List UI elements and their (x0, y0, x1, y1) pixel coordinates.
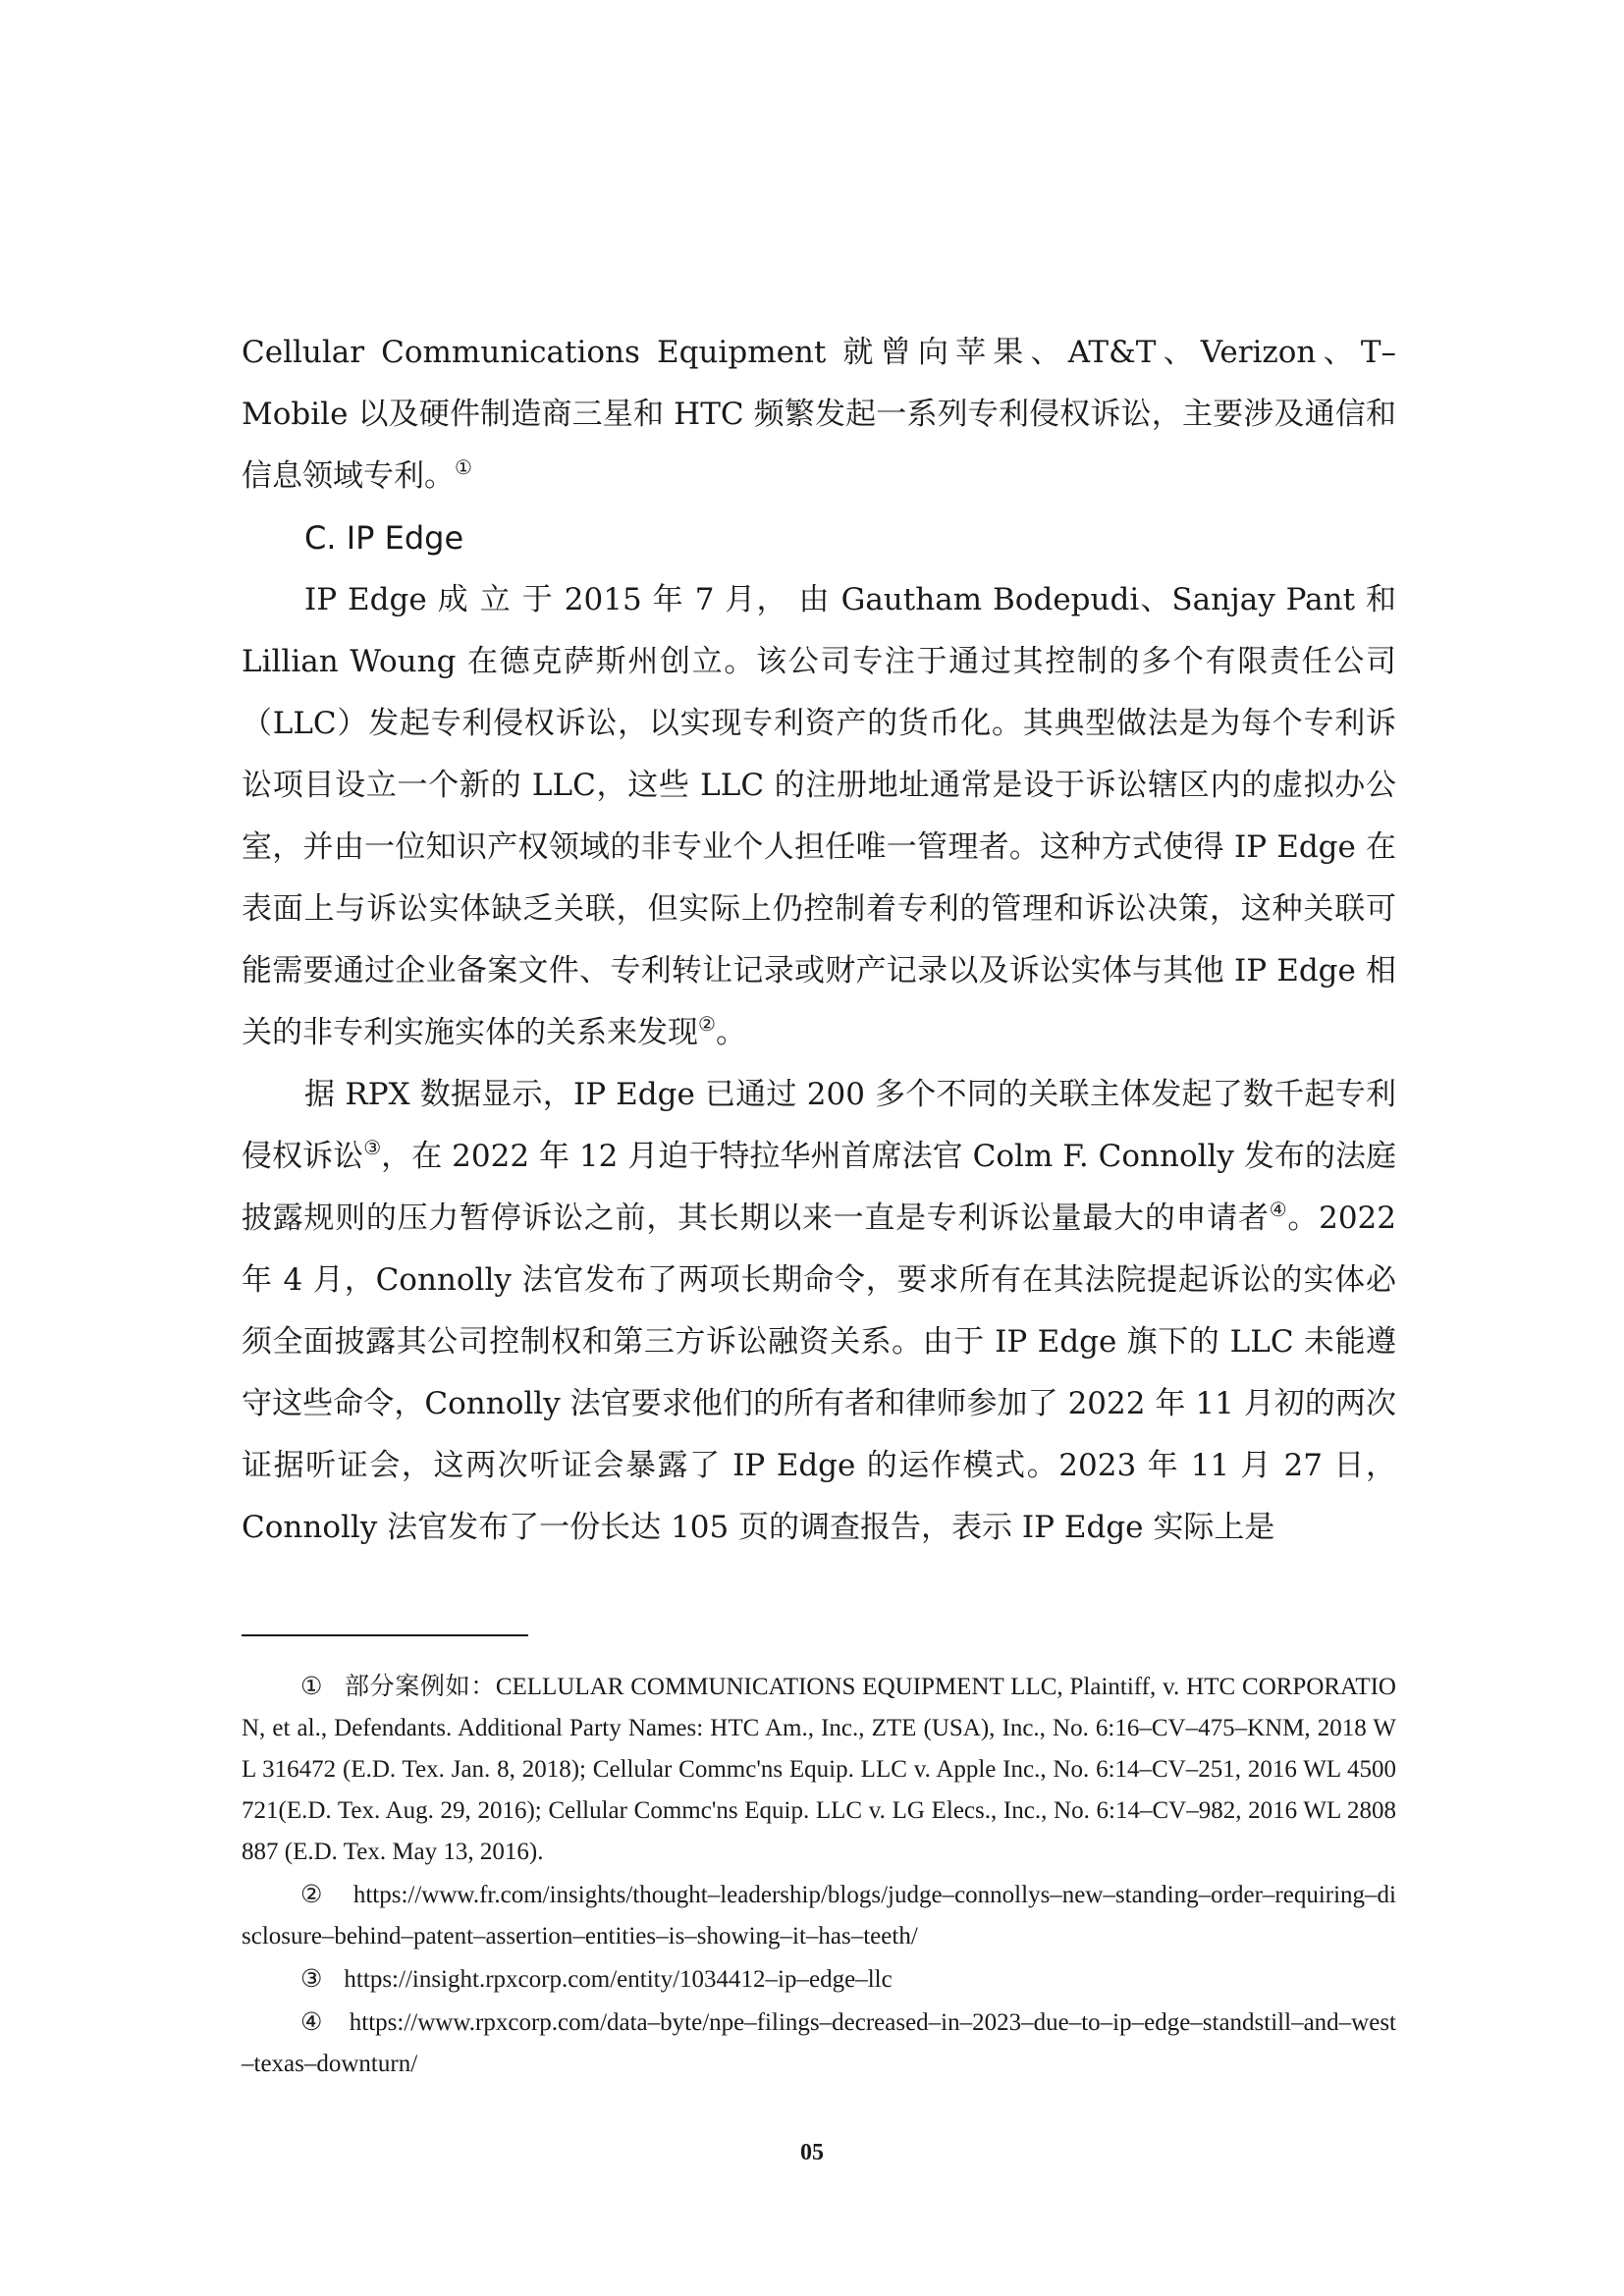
footnote-link[interactable]: https://insight.rpxcorp.com/entity/1034412–ip–edge–llc (344, 1966, 893, 1993)
footnote-number: ④ (300, 2009, 328, 2036)
footnote-ref-2[interactable]: ② (698, 1012, 716, 1036)
main-body (242, 322, 1396, 1559)
footnote-3 (242, 1959, 1396, 2001)
footnote-number: ① (300, 1674, 324, 1700)
footnotes (242, 1667, 1396, 2087)
footnote-divider (242, 1634, 528, 1636)
section-heading: C. IP Edge (304, 519, 464, 557)
footnote-1 (242, 1667, 1396, 1873)
footnote-4 (242, 2002, 1396, 2085)
footnote-link[interactable]: https://www.rpxcorp.com/data–byte/npe–filings–decreased–in–2023–due–to–ip–edge–standstill–and–west–texas–downturn/ (242, 2009, 1396, 2077)
footnote-2 (242, 1875, 1396, 1957)
page-number: 05 (800, 2140, 824, 2165)
footnote-ref-4[interactable]: ④ (1269, 1198, 1288, 1221)
footnote-number: ② (300, 1882, 332, 1908)
footnote-ref-1[interactable]: ① (455, 455, 472, 479)
footnote-number: ③ (300, 1966, 323, 1993)
paragraph-2: IP Edge 成 立 于 2015 年 7 月， 由 Gautham Bodepudi、Sanjay Pant 和 Lillian Woung 在德克萨斯州创立。该公司专注于通过其控制的多个有限责任公司（LLC）发起专利侵权诉讼，以实现专利资产的货币化。其典型做法是为每个专利诉讼项目设立一个新的 LLC，这些 LLC 的注册地址通常是设于诉讼辖区内的虚拟办公室，并由一位知识产权领域的非专业个人担任唯一管理者。这种方式使得 IP Edge 在表面上与诉讼实体缺乏关联，但实际上仍控制着专利的管理和诉讼决策，这种关联可能需要通过企业备案文件、专利转让记录或财产记录以及诉讼实体与其他 IP Edge 相关的非专利实施实体的关系来发现②。 (242, 582, 1396, 1050)
footnote-ref-3[interactable]: ③ (363, 1136, 382, 1159)
paragraph-1: Cellular Communications Equipment 就曾向苹果、AT&T、Verizon、T–Mobile 以及硬件制造商三星和 HTC 频繁发起一系列专利侵权诉讼，主要涉及通信和信息领域专利。① (242, 335, 1396, 494)
footnote-link[interactable]: https://www.fr.com/insights/thought–leadership/blogs/judge–connollys–new–standing–order–requiring–disclosure–behind–patent–assertion–entities–is–showing–it–has–teeth/ (242, 1882, 1396, 1949)
paragraph-3: 据 RPX 数据显示，IP Edge 已通过 200 多个不同的关联主体发起了数千起专利侵权诉讼③，在 2022 年 12 月迫于特拉华州首席法官 Colm F. Connolly 发布的法庭披露规则的压力暂停诉讼之前，其长期以来一直是专利诉讼量最大的申请者④。2022 年 4 月，Connolly 法官发布了两项长期命令，要求所有在其法院提起诉讼的实体必须全面披露其公司控制权和第三方诉讼融资关系。由于 IP Edge 旗下的 LLC 未能遵守这些命令，Connolly 法官要求他们的所有者和律师参加了 2022 年 11 月初的两次证据听证会，这两次听证会暴露了 IP Edge 的运作模式。2023 年 11 月 27 日，Connolly 法官发布了一份长达 105 页的调查报告，表示 IP Edge 实际上是 (242, 1077, 1397, 1545)
footnote-text: 部分案例如：CELLULAR COMMUNICATIONS EQUIPMENT LLC, Plaintiff, v. HTC CORPORATION, et al., Defendants. Additional Party Names: HTC Am., Inc., ZTE (USA), Inc., No. 6:16–CV–475–KNM, 2018 WL 316472 (E.D. Tex. Jan. 8, 2018); Cellular Commc'ns Equip. LLC v. Apple Inc., No. 6:14–CV–251, 2016 WL 4500721(E.D. Tex. Aug. 29, 2016); Cellular Commc'ns Equip. LLC v. LG Elecs., Inc., No. 6:14–CV–982, 2016 WL 2808887 (E.D. Tex. May 13, 2016). (242, 1674, 1396, 1865)
